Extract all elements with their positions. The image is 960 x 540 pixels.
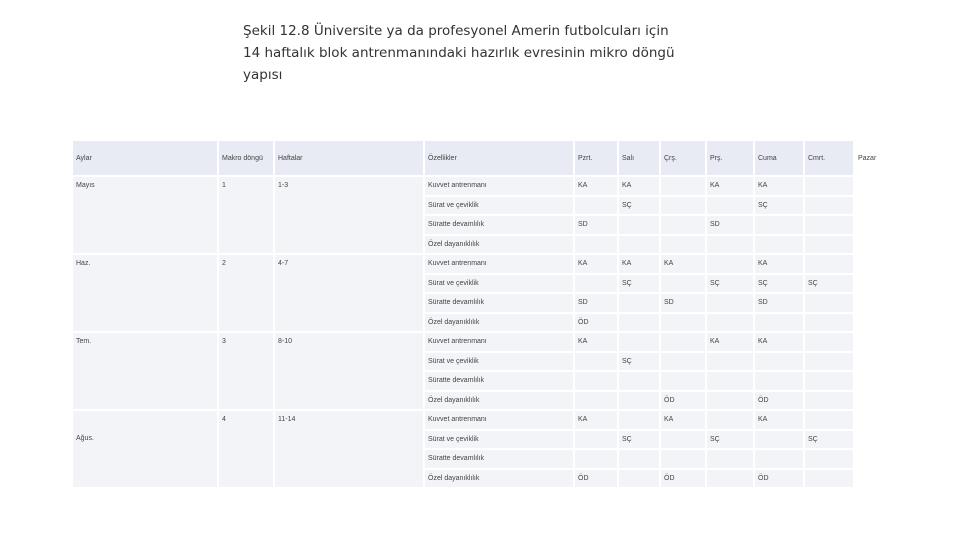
feature-label-cell: Sürat ve çeviklik [425,275,575,295]
weeks-cell: 1-3 [275,177,425,255]
day-cell-thursday: SÇ [707,431,755,451]
day-cell-monday [575,450,619,470]
macro-cycle-cell: 1 [219,177,275,255]
day-cell-friday: ÖD [755,470,805,490]
macro-cycle-cell: 4 [219,411,275,489]
day-cell-thursday [707,392,755,412]
day-cell-friday [755,431,805,451]
day-cell-sunday [855,294,905,314]
feature-label-cell: Süratte devamlılık [425,450,575,470]
macro-cycle-cell: 2 [219,255,275,333]
day-cell-saturday [805,255,855,275]
day-cell-wednesday [661,450,707,470]
table-row [73,333,905,353]
day-cell-friday: SÇ [755,197,805,217]
day-cell-saturday [805,177,855,197]
day-cell-sunday [855,197,905,217]
day-cell-tuesday [619,236,661,256]
day-cell-sunday [855,392,905,412]
day-cell-tuesday [619,333,661,353]
day-cell-thursday [707,255,755,275]
day-cell-saturday [805,392,855,412]
day-cell-sunday [855,353,905,373]
day-cell-tuesday [619,411,661,431]
day-cell-saturday [805,314,855,334]
day-cell-friday: SÇ [755,275,805,295]
day-cell-tuesday [619,470,661,490]
day-cell-wednesday [661,197,707,217]
day-cell-monday [575,236,619,256]
day-cell-thursday [707,372,755,392]
day-cell-wednesday: SD [661,294,707,314]
day-cell-tuesday [619,392,661,412]
feature-label-cell: Özel dayanıklılık [425,314,575,334]
day-cell-sunday [855,255,905,275]
day-cell-tuesday: SÇ [619,197,661,217]
header-day-tuesday: Salı [619,141,661,177]
header-months: Aylar [73,141,219,177]
day-cell-monday: ÖD [575,470,619,490]
feature-label-cell: Kuvvet antrenmanı [425,255,575,275]
day-cell-wednesday: KA [661,411,707,431]
day-cell-monday: KA [575,255,619,275]
feature-label-cell: Sürat ve çeviklik [425,353,575,373]
header-day-saturday: Cmrt. [805,141,855,177]
day-cell-thursday [707,450,755,470]
day-cell-thursday: SD [707,216,755,236]
day-cell-wednesday: ÖD [661,392,707,412]
feature-label-cell: Özel dayanıklılık [425,236,575,256]
day-cell-friday [755,236,805,256]
day-cell-thursday: KA [707,333,755,353]
day-cell-saturday [805,450,855,470]
header-macro-cycle: Makro döngü [219,141,275,177]
day-cell-thursday [707,236,755,256]
day-cell-tuesday [619,372,661,392]
day-cell-wednesday [661,372,707,392]
day-cell-monday [575,372,619,392]
header-weeks: Haftalar [275,141,425,177]
feature-label-cell: Kuvvet antrenmanı [425,333,575,353]
day-cell-wednesday [661,314,707,334]
header-day-friday: Cuma [755,141,805,177]
header-features: Özellikler [425,141,575,177]
micro-cycle-table [73,141,905,489]
weeks-cell: 8-10 [275,333,425,411]
feature-label-cell: Kuvvet antrenmanı [425,177,575,197]
table-row [73,411,905,431]
table-header-row [73,141,905,177]
month-cell: Ağus. [73,411,219,489]
day-cell-sunday [855,333,905,353]
day-cell-monday: SD [575,294,619,314]
day-cell-tuesday: KA [619,255,661,275]
header-day-thursday: Prş. [707,141,755,177]
day-cell-thursday [707,470,755,490]
day-cell-saturday [805,411,855,431]
day-cell-monday: KA [575,177,619,197]
day-cell-saturday [805,236,855,256]
day-cell-wednesday [661,177,707,197]
day-cell-monday [575,431,619,451]
day-cell-saturday [805,470,855,490]
header-day-wednesday: Çrş. [661,141,707,177]
day-cell-monday [575,275,619,295]
figure-title [243,20,763,86]
day-cell-tuesday [619,216,661,236]
header-day-monday: Pzrt. [575,141,619,177]
figure-title-line-3: yapısı [243,67,283,83]
feature-label-cell: Özel dayanıklılık [425,470,575,490]
day-cell-friday: ÖD [755,392,805,412]
day-cell-tuesday [619,314,661,334]
month-cell: Mayıs [73,177,219,255]
day-cell-sunday [855,236,905,256]
day-cell-wednesday [661,333,707,353]
weeks-cell: 4-7 [275,255,425,333]
feature-label-cell: Kuvvet antrenmanı [425,411,575,431]
day-cell-sunday [855,470,905,490]
figure-title-line-2: 14 haftalık blok antrenmanındaki hazırlık evresinin mikro döngü [243,45,675,61]
day-cell-friday [755,372,805,392]
day-cell-monday [575,353,619,373]
day-cell-thursday: KA [707,177,755,197]
day-cell-sunday [855,177,905,197]
feature-label-cell: Süratte devamlılık [425,372,575,392]
day-cell-thursday [707,411,755,431]
day-cell-thursday [707,314,755,334]
day-cell-monday: KA [575,411,619,431]
day-cell-sunday [855,450,905,470]
day-cell-friday [755,314,805,334]
day-cell-sunday [855,275,905,295]
day-cell-thursday: SÇ [707,275,755,295]
feature-label-cell: Süratte devamlılık [425,216,575,236]
day-cell-monday [575,392,619,412]
day-cell-thursday [707,197,755,217]
day-cell-wednesday [661,353,707,373]
day-cell-saturday [805,372,855,392]
day-cell-wednesday: KA [661,255,707,275]
day-cell-tuesday: SÇ [619,431,661,451]
day-cell-saturday: SÇ [805,275,855,295]
feature-label-cell: Süratte devamlılık [425,294,575,314]
day-cell-saturday: SÇ [805,431,855,451]
day-cell-friday: KA [755,177,805,197]
day-cell-tuesday [619,294,661,314]
day-cell-thursday [707,294,755,314]
day-cell-friday: KA [755,333,805,353]
day-cell-monday: SD [575,216,619,236]
table-row [73,177,905,197]
weeks-cell: 11-14 [275,411,425,489]
day-cell-saturday [805,333,855,353]
day-cell-friday: SD [755,294,805,314]
day-cell-monday: KA [575,333,619,353]
day-cell-sunday [855,411,905,431]
day-cell-wednesday [661,431,707,451]
day-cell-friday [755,353,805,373]
day-cell-friday: KA [755,255,805,275]
macro-cycle-cell: 3 [219,333,275,411]
day-cell-wednesday [661,275,707,295]
day-cell-wednesday [661,216,707,236]
day-cell-saturday [805,294,855,314]
day-cell-saturday [805,216,855,236]
day-cell-tuesday [619,450,661,470]
day-cell-sunday [855,216,905,236]
table-row [73,255,905,275]
day-cell-friday [755,450,805,470]
day-cell-saturday [805,353,855,373]
day-cell-monday [575,197,619,217]
day-cell-sunday [855,372,905,392]
header-day-sunday: Pazar [855,141,905,177]
figure-title-line-1: Şekil 12.8 Üniversite ya da profesyonel Amerin futbolcuları için [243,23,669,39]
feature-label-cell: Sürat ve çeviklik [425,197,575,217]
day-cell-sunday [855,314,905,334]
day-cell-wednesday [661,236,707,256]
day-cell-thursday [707,353,755,373]
day-cell-friday: KA [755,411,805,431]
day-cell-tuesday: KA [619,177,661,197]
month-cell: Haz. [73,255,219,333]
day-cell-tuesday: SÇ [619,275,661,295]
month-cell: Tem. [73,333,219,411]
feature-label-cell: Özel dayanıklılık [425,392,575,412]
day-cell-monday: ÖD [575,314,619,334]
day-cell-sunday [855,431,905,451]
day-cell-tuesday: SÇ [619,353,661,373]
day-cell-wednesday: ÖD [661,470,707,490]
feature-label-cell: Sürat ve çeviklik [425,431,575,451]
day-cell-friday [755,216,805,236]
day-cell-saturday [805,197,855,217]
